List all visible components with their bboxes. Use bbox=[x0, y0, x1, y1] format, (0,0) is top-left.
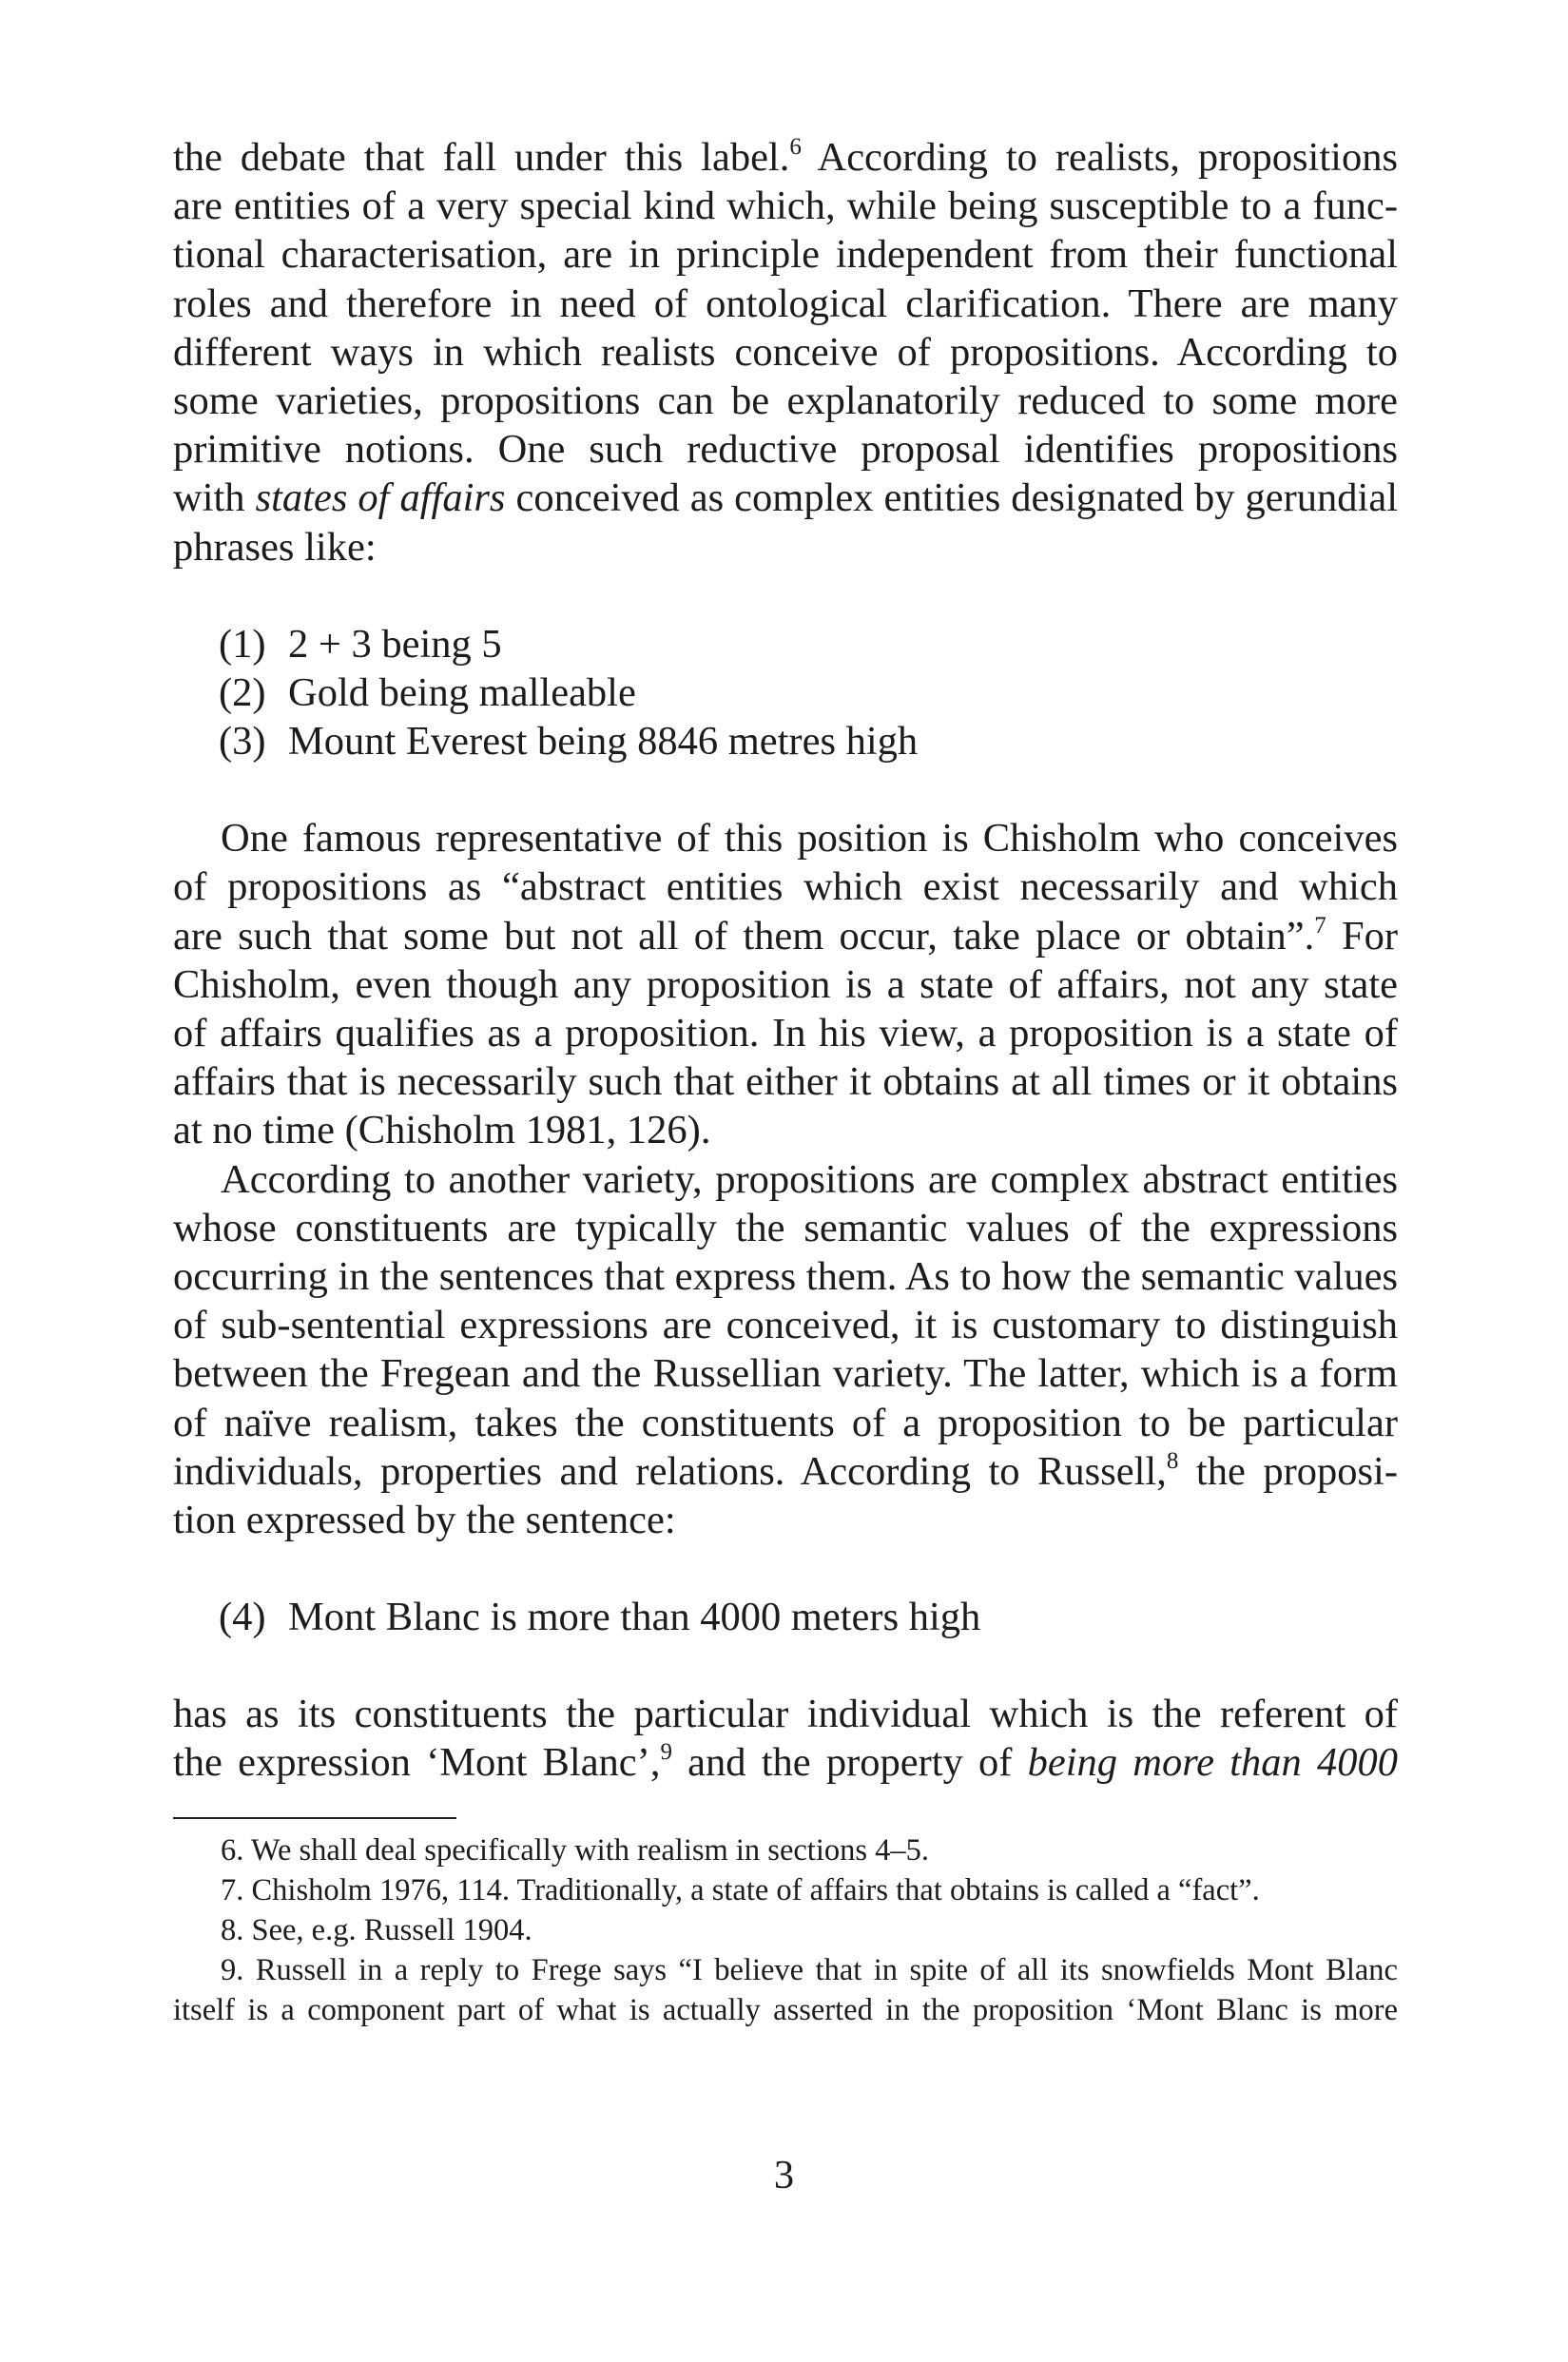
text-line: with states of affairs conceived as complex entities designated by gerundial bbox=[173, 475, 1399, 521]
footnote-ref-8[interactable]: 8 bbox=[1166, 1447, 1179, 1474]
footnote-ref-9[interactable]: 9 bbox=[660, 1739, 672, 1766]
example-number: (4) bbox=[219, 1595, 266, 1640]
footnote-divider bbox=[173, 1817, 456, 1819]
text-line: are entities of a very special kind which, while being susceptible to a func- bbox=[173, 184, 1398, 229]
italic-term: being more than 4000 bbox=[1027, 1740, 1398, 1786]
text-line: According to another variety, propositions are complex abstract entities bbox=[221, 1156, 1398, 1202]
italic-term: states of affairs bbox=[255, 475, 506, 521]
text-line: tion expressed by the sentence: bbox=[173, 1497, 676, 1542]
text-line: the debate that fall under this label.$^6$ According to realists, propositions bbox=[173, 134, 1398, 180]
text-line: primitive notions. One such reductive proposal identifies propositions bbox=[173, 427, 1398, 473]
text-line: between the Fregean and the Russellian variety. The latter, which is a form bbox=[173, 1351, 1398, 1397]
example-list-2 bbox=[173, 1593, 1398, 1641]
paragraph-2 bbox=[173, 814, 1398, 1154]
footnote-ref-7[interactable]: 7 bbox=[1314, 912, 1326, 939]
footnote-9: 9. Russell in a reply to Frege says “I believe that in spite of all its snowfields Mont Blanc bbox=[221, 1952, 1398, 1987]
example-number: (3) bbox=[219, 719, 266, 765]
text-line: tional characterisation, are in principle independent from their functional bbox=[173, 232, 1398, 278]
footnotes bbox=[173, 1830, 1398, 2030]
example-number: (1) bbox=[219, 621, 266, 667]
example-item bbox=[173, 668, 1398, 717]
example-text: Mount Everest being 8846 metres high bbox=[288, 719, 919, 765]
text-line: Chisholm, even though any proposition is a state of affairs, not any state bbox=[173, 961, 1398, 1007]
text-line: phrases like: bbox=[173, 524, 377, 570]
footnote-6: 6. We shall deal specifically with realism in sections 4–5. bbox=[221, 1832, 930, 1868]
example-list-1 bbox=[173, 620, 1398, 766]
text-line: different ways in which realists conceive of propositions. According to bbox=[173, 329, 1398, 375]
text-line: some varieties, propositions can be explanatorily reduced to some more bbox=[173, 378, 1398, 423]
example-item bbox=[173, 1593, 1398, 1641]
paragraph-4 bbox=[173, 1690, 1398, 1787]
text-line: are such that some but not all of them occur, take place or obtain”.$^7$ For bbox=[173, 912, 1398, 958]
text-line: occurring in the sentences that express them. As to how the semantic values bbox=[173, 1253, 1398, 1299]
text-line: of propositions as “abstract entities which exist necessarily and which bbox=[173, 864, 1398, 910]
example-text: Gold being malleable bbox=[288, 669, 636, 715]
footnote-ref-6[interactable]: 6 bbox=[789, 134, 802, 160]
example-number: (2) bbox=[219, 669, 266, 715]
text-line: roles and therefore in need of ontological clarification. There are many bbox=[173, 281, 1398, 326]
page-body bbox=[173, 133, 1398, 2030]
text-line: of naïve realism, takes the constituents of a proposition to be particular bbox=[173, 1400, 1398, 1445]
text-line: has as its constituents the particular individual which is the referent of bbox=[173, 1692, 1398, 1737]
text-line: whose constituents are typically the semantic values of the expressions bbox=[173, 1205, 1398, 1250]
text-line: One famous representative of this position is Chisholm who conceives bbox=[221, 816, 1398, 862]
text-line: of affairs qualifies as a proposition. In his view, a proposition is a state of bbox=[173, 1011, 1398, 1055]
example-text: 2 + 3 being 5 bbox=[288, 621, 502, 667]
example-item bbox=[173, 717, 1398, 765]
text-line: of sub-sentential expressions are conceived, it is customary to distinguish bbox=[173, 1303, 1398, 1348]
example-text: Mont Blanc is more than 4000 meters high bbox=[288, 1595, 981, 1640]
text-line: the expression ‘Mont Blanc’,$^9$ and the property of being more than 4000 bbox=[173, 1739, 1398, 1786]
footnote-7: 7. Chisholm 1976, 114. Traditionally, a state of affairs that obtains is called a “fact”. bbox=[221, 1872, 1260, 1907]
text-line: at no time (Chisholm 1981, 126). bbox=[173, 1108, 711, 1153]
text-line: individuals, properties and relations. According to Russell,$^8$ the proposi- bbox=[173, 1447, 1398, 1494]
footnote-9-continued: itself is a component part of what is actually asserted in the proposition ‘Mont Blanc is more bbox=[173, 1992, 1398, 2027]
example-item bbox=[173, 620, 1398, 668]
page-number: 3 bbox=[773, 2153, 795, 2197]
text-line: affairs that is necessarily such that either it obtains at all times or it obtains bbox=[173, 1059, 1398, 1105]
paragraph-3 bbox=[173, 1155, 1398, 1545]
paragraph-1 bbox=[173, 133, 1398, 571]
footnote-8: 8. See, e.g. Russell 1904. bbox=[221, 1912, 532, 1947]
